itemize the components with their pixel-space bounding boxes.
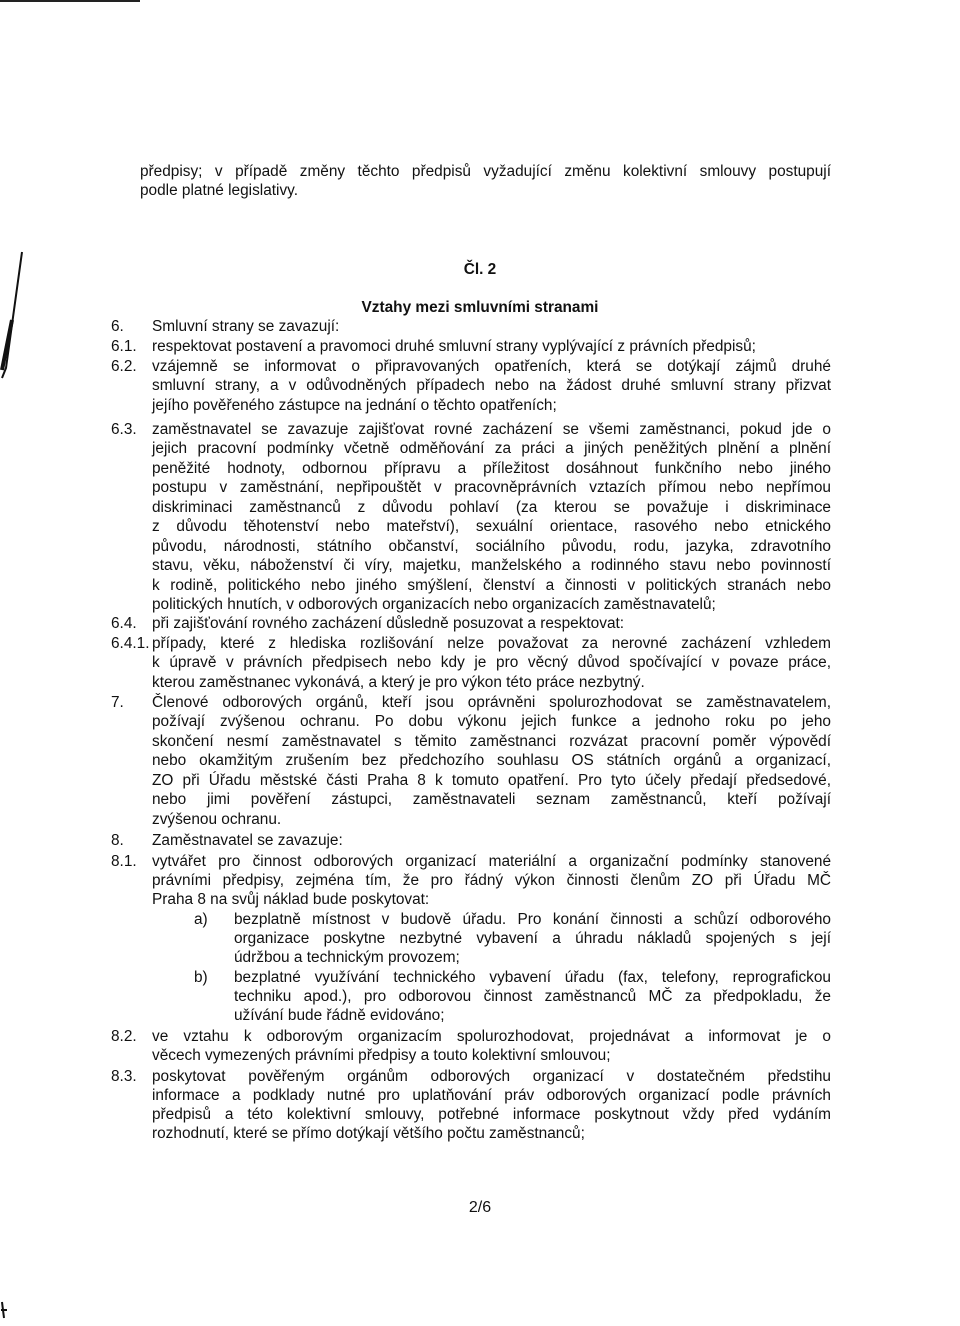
item-line: peněžité hodnoty, odbornou přípravu a příležitost dosáhnout funkčního nebo jiného bbox=[152, 460, 831, 477]
item-line: právními předpisy, zejména tím, že pro řádný výkon činnosti členům ZO při Úřadu MČ bbox=[152, 872, 831, 889]
section-number: 6. bbox=[111, 318, 124, 335]
item-line: smluvní strany, a v odůvodněných případech nebo na žádost druhé smluvní strany přizvat bbox=[152, 377, 831, 394]
scan-corner-mark bbox=[0, 1300, 10, 1320]
item-line: případy, které z hlediska rozlišování nelze považovat za nerovné zacházení vzhledem bbox=[152, 635, 831, 652]
section-line: nebo okamžitým zrušením bez předchozího souhlasu OS státních orgánů a organizací, bbox=[152, 752, 831, 769]
list-letter: b) bbox=[194, 969, 208, 986]
item-line: diskriminaci zaměstnanců z důvodu pohlaví (za kterou se považuje i diskriminace bbox=[152, 499, 831, 516]
item-line: poskytovat pověřeným orgánům odborových organizací v dostatečném předstihu bbox=[152, 1068, 831, 1085]
item-line: postupu v zaměstnání, nepřipouštět v pracovněprávních vztazích přímou nebo nepřímou bbox=[152, 479, 831, 496]
section-text: Zaměstnavatel se zavazuje: bbox=[152, 832, 343, 849]
article-number: Čl. 2 bbox=[463, 261, 497, 278]
item-number: 8.1. bbox=[111, 853, 137, 870]
section-text: Smluvní strany se zavazují: bbox=[152, 318, 340, 335]
item-line: informace a podklady nutné pro uplatňování práv odborových organizací podle právních bbox=[152, 1087, 831, 1104]
item-number: 8.2. bbox=[111, 1028, 137, 1045]
item-line: zaměstnavatel se zavazuje zajišťovat rovné zacházení se všemi zaměstnanci, pokud jde o bbox=[152, 421, 831, 438]
item-line: předpisů a této kolektivní smlouvy, potřebné informace poskytnout vždy před vydáním bbox=[152, 1106, 831, 1123]
list-line: organizace poskytne nezbytné vybavení a úhradu nákladů spojených s její bbox=[234, 930, 831, 947]
item-line: při zajišťování rovného zacházení důsledně posuzovat a respektovat: bbox=[152, 615, 625, 632]
item-line: jejího pověřeného zástupce na jednání o těchto opatřeních; bbox=[152, 397, 557, 414]
section-line: skončení nesmí zaměstnavatel s těmito zaměstnanci rozvázat pracovní poměr výpovědí bbox=[152, 733, 831, 750]
page-number: 2/6 bbox=[468, 1199, 492, 1216]
list-letter: a) bbox=[194, 911, 208, 928]
list-line: užívání bude řádně evidováno; bbox=[234, 1007, 445, 1024]
article-title: Vztahy mezi smluvními stranami bbox=[361, 299, 599, 316]
item-line: vzájemně se informovat o připravovaných opatřeních, která se dotýkají zájmů druhé bbox=[152, 358, 831, 375]
item-number: 8.3. bbox=[111, 1068, 137, 1085]
item-line: politických hnutích, v odborových organizacích nebo organizacích zaměstnavatelů; bbox=[152, 596, 716, 613]
list-line: bezplatně místnost v budově úřadu. Pro konání činnosti a schůzí odborového bbox=[234, 911, 831, 928]
section-number: 8. bbox=[111, 832, 124, 849]
list-line: techniku apod.), pro odborovou činnost zaměstnanců MČ za předpokladu, že bbox=[234, 988, 831, 1005]
intro-line: předpisy; v případě změny těchto předpisů vyžadující změnu kolektivní smlouvy postupují bbox=[140, 163, 831, 180]
item-number: 6.4. bbox=[111, 615, 137, 632]
item-line: jejich pracovní podmínky včetně odměňování za práci a jiných peněžitých plnění a plnění bbox=[152, 440, 831, 457]
item-line: k rodině, politického nebo jiného smýšlení, členství a činnosti v politických stranách nebo bbox=[152, 577, 831, 594]
item-line: vytvářet pro činnost odborových organizací materiální a organizační podmínky stanovené bbox=[152, 853, 831, 870]
section-line: Členové odborových orgánů, kteří jsou oprávněni spolurozhodovat se zaměstnavatelem, bbox=[152, 694, 831, 711]
section-number: 7. bbox=[111, 694, 124, 711]
item-line: ve vztahu k odborovým organizacím spolurozhodovat, projednávat a informovat je o bbox=[152, 1028, 831, 1045]
item-line: k úpravě v právních předpisech nebo kdy je pro věcný důvod spočívající v povaze práce, bbox=[152, 654, 831, 671]
list-line: údržbou a technickým provozem; bbox=[234, 949, 460, 966]
item-number: 6.3. bbox=[111, 421, 137, 438]
section-line: zvýšenou ochranu. bbox=[152, 811, 282, 828]
section-line: nebo jimi pověření zástupci, zaměstnavateli seznam zaměstnanců, kteří požívají bbox=[152, 791, 831, 808]
list-line: bezplatné využívání technického vybavení úřadu (fax, telefony, reprografickou bbox=[234, 969, 831, 986]
item-line: Praha 8 na svůj náklad bude poskytovat: bbox=[152, 891, 430, 908]
item-line: z důvodu těhotenství nebo mateřství), sexuální orientace, rasového nebo etnického bbox=[152, 518, 831, 535]
item-number: 6.2. bbox=[111, 358, 137, 375]
item-line: věcech vymezených právními předpisy a touto kolektivní smlouvou; bbox=[152, 1047, 611, 1064]
item-line: respektovat postavení a pravomoci druhé smluvní strany vyplývající z právních předpisů; bbox=[152, 338, 756, 355]
item-line: původu, národnosti, státního občanství, sociálního původu, rodu, jazyka, zdravotního bbox=[152, 538, 831, 555]
item-line: rozhodnutí, které se přímo dotýkají většího počtu zaměstnanců; bbox=[152, 1125, 585, 1142]
item-line: kterou zaměstnanec vykonává, a který je pro výkon této práce nezbytný. bbox=[152, 674, 645, 691]
item-number: 6.1. bbox=[111, 338, 137, 355]
section-line: ZO při Úřadu městské části Praha 8 k tomuto opatření. Pro tyto účely předají předsedové, bbox=[152, 772, 831, 789]
item-line: stavu, věku, náboženství či víry, majetku, manželského a rodinného stavu nebo povinností bbox=[152, 557, 831, 574]
intro-line: podle platné legislativy. bbox=[140, 182, 298, 199]
section-line: požívají zvýšenou ochranu. Po dobu výkonu jejich funkce a jednoho roku po jeho bbox=[152, 713, 831, 730]
item-number: 6.4.1. bbox=[111, 635, 150, 652]
scan-edge-line bbox=[0, 0, 140, 2]
